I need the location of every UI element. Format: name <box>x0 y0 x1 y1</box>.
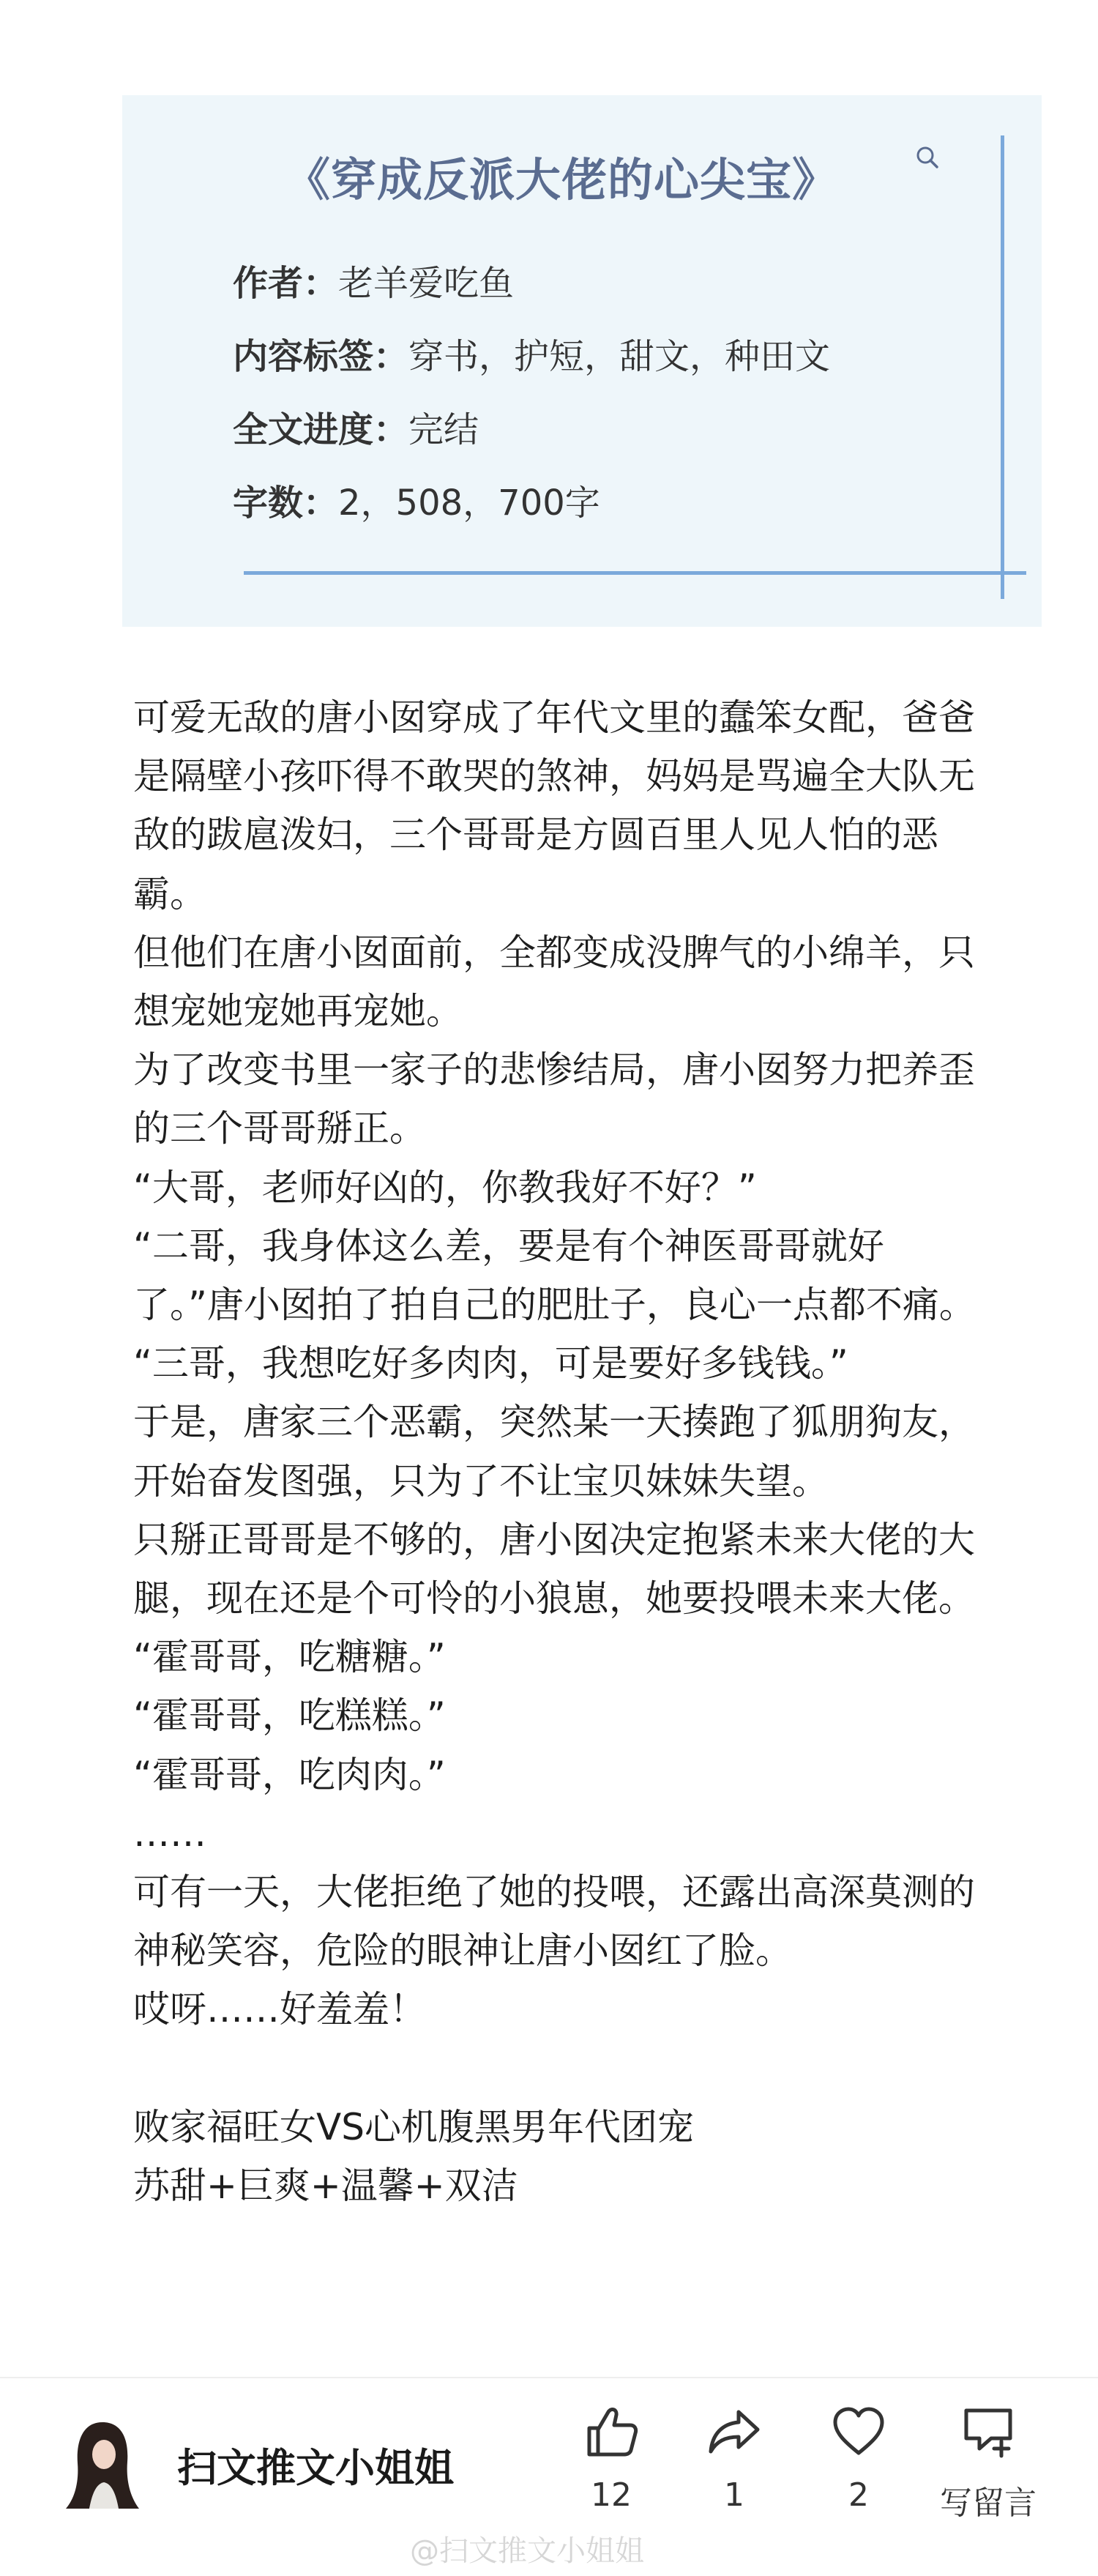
synopsis-paragraph: “霍哥哥，吃肉肉。” <box>133 1753 446 1796</box>
share-count: 1 <box>724 2476 744 2514</box>
synopsis-tagline: 败家福旺女VS心机腹黑男年代团宠 <box>133 2105 694 2148</box>
meta-value: 完结 <box>408 409 479 450</box>
synopsis-paragraph: 可爱无敌的唐小囡穿成了年代文里的蠢笨女配，爸爸是隔壁小孩吓得不敢哭的煞神，妈妈是骂遍全大队无敌的跋扈泼妇，三个哥哥是方圆百里人见人怕的恶霸。 <box>133 696 975 915</box>
meta-value: 2，508，700字 <box>338 483 600 524</box>
meta-key: 作者： <box>233 263 339 304</box>
synopsis-paragraph: “霍哥哥，吃糕糕。” <box>133 1694 446 1738</box>
account-avatar[interactable] <box>60 2416 145 2512</box>
card-decor-horizontal-line <box>244 571 1026 575</box>
share-icon <box>705 2402 763 2460</box>
paragraph-spacer <box>133 2039 990 2098</box>
watermark: @扫文推文小姐姐 <box>410 2534 644 2568</box>
like-button[interactable] <box>556 2402 666 2514</box>
synopsis-tagline: 苏甜+巨爽+温馨+双洁 <box>133 2164 518 2207</box>
thumbs-up-icon <box>582 2402 640 2460</box>
synopsis-paragraph: …… <box>133 1812 206 1855</box>
book-meta-list <box>233 247 830 540</box>
synopsis-paragraph: 于是，唐家三个恶霸，突然某一天揍跑了狐朋狗友，开始奋发图强，只为了不让宝贝妹妹失望。 <box>133 1401 975 1503</box>
synopsis-paragraph: 但他们在唐小囡面前，全都变成没脾气的小绵羊，只想宠她宠她再宠她。 <box>133 931 975 1033</box>
meta-value: 老羊爱吃鱼 <box>338 263 515 304</box>
synopsis-paragraph: “三哥，我想吃好多肉肉，可是要好多钱钱。” <box>133 1342 848 1385</box>
meta-key: 内容标签： <box>233 336 409 377</box>
write-comment-button[interactable] <box>933 2402 1043 2523</box>
synopsis-paragraph: “霍哥哥，吃糖糖。” <box>133 1636 446 1679</box>
synopsis <box>133 688 990 2215</box>
synopsis-paragraph: 哎呀……好羞羞！ <box>133 1988 426 2031</box>
synopsis-paragraph: 为了改变书里一家子的悲惨结局，唐小囡努力把养歪的三个哥哥掰正。 <box>133 1049 975 1150</box>
comment-icon <box>959 2402 1017 2460</box>
favorite-button[interactable] <box>804 2402 914 2514</box>
synopsis-paragraph: “大哥，老师好凶的，你教我好不好？” <box>133 1166 757 1209</box>
meta-value: 穿书，护短，甜文，种田文 <box>408 336 831 377</box>
meta-key: 字数： <box>233 483 339 524</box>
meta-tags <box>233 320 830 393</box>
account-name[interactable]: 扫文推文小姐姐 <box>177 2445 454 2491</box>
book-title: 《穿成反派大佬的心尖宝》 <box>284 153 838 206</box>
meta-progress <box>233 393 830 466</box>
favorite-count: 2 <box>848 2476 869 2514</box>
meta-word-count <box>233 466 830 540</box>
search-icon[interactable] <box>914 144 943 173</box>
meta-author <box>233 247 830 320</box>
synopsis-paragraph: “二哥，我身体这么差，要是有个神医哥哥就好了。”唐小囡拍了拍自己的肥肚子，良心一点都不痛。 <box>133 1224 976 1327</box>
synopsis-paragraph: 只掰正哥哥是不够的，唐小囡决定抱紧未来大佬的大腿，现在还是个可怜的小狼崽，她要投喂未来大佬。 <box>133 1518 975 1620</box>
card-decor-vertical-line <box>1001 135 1004 599</box>
share-button[interactable] <box>679 2402 789 2514</box>
synopsis-paragraph: 可有一天，大佬拒绝了她的投喂，还露出高深莫测的神秘笑容，危险的眼神让唐小囡红了脸。 <box>133 1871 975 1973</box>
meta-key: 全文进度： <box>233 409 409 450</box>
write-comment-label: 写留言 <box>940 2484 1037 2522</box>
heart-icon <box>829 2402 888 2460</box>
like-count: 12 <box>591 2476 632 2514</box>
